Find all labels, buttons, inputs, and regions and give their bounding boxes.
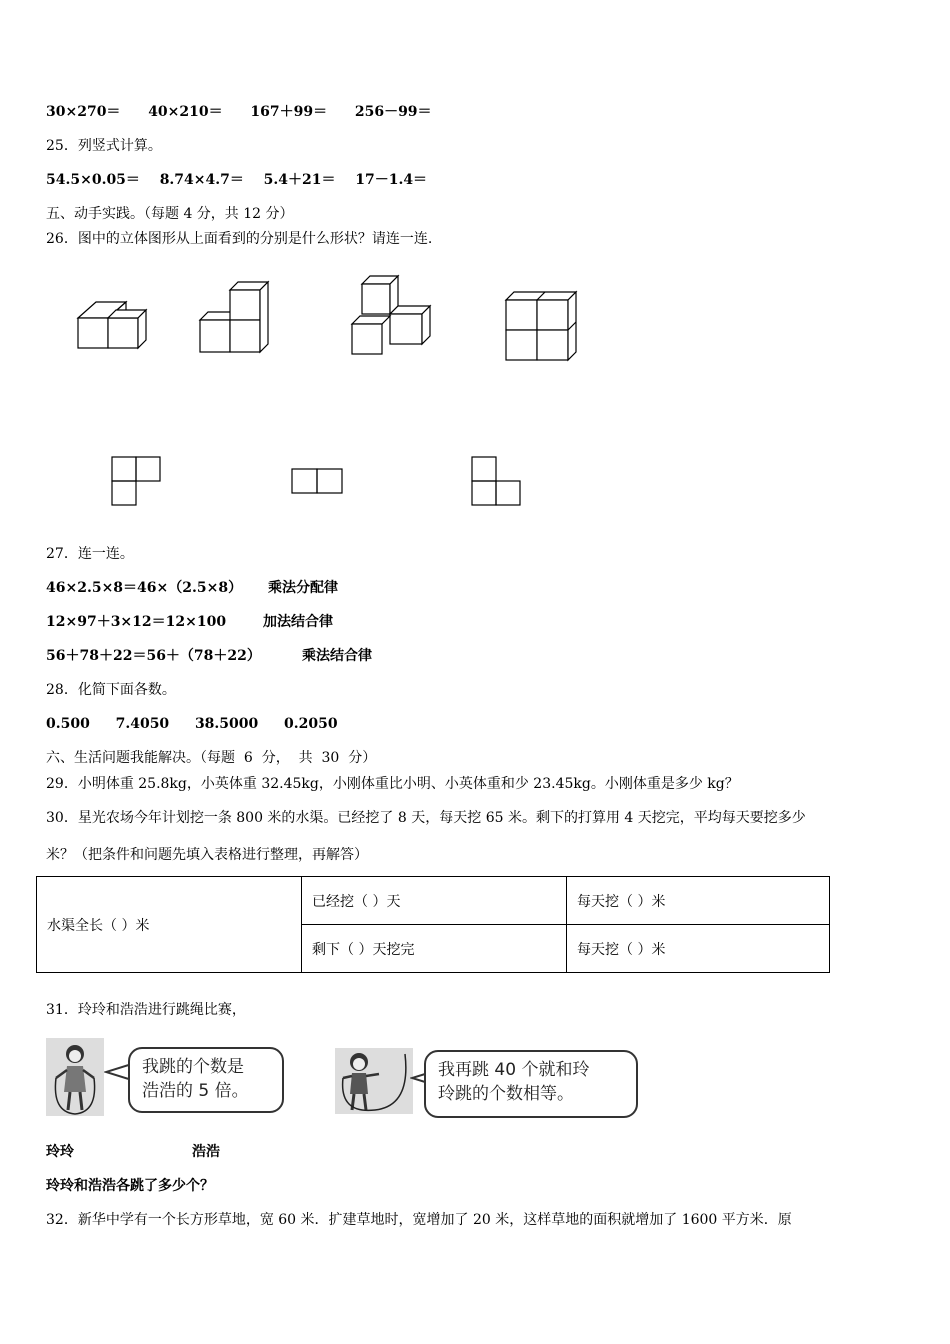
cell-remain-days: 剩下（ ）天挖完	[302, 925, 567, 973]
number: 7.4050	[115, 716, 170, 732]
question-29: 29．小明体重 25.8kg，小英体重 32.45kg，小刚体重比小明、小英体重和少 23.45kg。小刚体重是多少 kg？	[46, 776, 739, 792]
expr: 5.4＋21＝	[263, 172, 336, 188]
number: 0.500	[46, 716, 90, 732]
solid-figure-4	[502, 288, 580, 364]
question-25-title: 25．列竖式计算。	[46, 138, 162, 154]
match-row	[46, 578, 242, 598]
match-law: 加法结合律	[263, 614, 333, 630]
match-expression: 56＋78＋22＝56＋（78＋22）	[46, 648, 261, 664]
cell-per-day-2: 每天挖（ ）米	[567, 925, 830, 973]
question-30-line1: 30．星光农场今年计划挖一条 800 米的水渠。已经挖了 8 天，每天挖 65 米。剩下的打算用 4 天挖完，平均每天要挖多少	[46, 810, 806, 826]
solid-figure-1	[74, 296, 154, 354]
match-expression: 46×2.5×8＝46×（2.5×8）	[46, 580, 243, 596]
speech-bubble-haohao	[424, 1050, 638, 1118]
expr: 30×270＝	[46, 104, 121, 120]
expr: 40×210＝	[148, 104, 223, 120]
question-26-title: 26．图中的立体图形从上面看到的分别是什么形状？请连一连.	[46, 231, 433, 247]
condition-table	[36, 876, 830, 973]
section-6-title: 六、生活问题我能解决。（每题 6 分， 共 30 分）	[46, 750, 377, 766]
name-linglng: 玲玲	[46, 1144, 74, 1160]
match-row	[46, 646, 261, 666]
calc-line-25	[46, 170, 427, 190]
question-28-title: 28．化简下面各数。	[46, 682, 176, 698]
top-view-3	[470, 455, 524, 507]
girl-jump-rope-image	[46, 1038, 104, 1116]
bubble-text: 玲跳的个数相等。	[438, 1084, 574, 1104]
question-31-title: 31．玲玲和浩浩进行跳绳比赛，	[46, 1002, 246, 1018]
expr: 54.5×0.05＝	[46, 172, 140, 188]
match-law: 乘法分配律	[268, 580, 338, 596]
question-30-line2: 米？（把条件和问题先填入表格进行整理，再解答）	[46, 847, 368, 863]
question-32: 32．新华中学有一个长方形草地，宽 60 米．扩建草地时，宽增加了 20 米，这样草地的面积就增加了 1600 平方米．原	[46, 1212, 792, 1228]
match-row	[46, 612, 226, 632]
number: 0.2050	[284, 716, 338, 732]
bubble-text: 我再跳 40 个就和玲	[438, 1060, 590, 1080]
number-list	[46, 714, 338, 734]
cell-dug-days: 已经挖（ ）天	[302, 877, 567, 925]
top-view-2	[290, 467, 344, 495]
calc-line-24	[46, 102, 432, 122]
solid-figure-2	[196, 280, 274, 356]
question-27-title: 27．连一连。	[46, 546, 134, 562]
question-31-ask: 玲玲和浩浩各跳了多少个？	[46, 1178, 214, 1194]
expr: 167＋99＝	[250, 104, 328, 120]
cell-per-day-1: 每天挖（ ）米	[567, 877, 830, 925]
match-law: 乘法结合律	[302, 648, 372, 664]
expr: 256－99＝	[354, 104, 432, 120]
bubble-text: 浩浩的 5 倍。	[142, 1081, 249, 1101]
name-haohao: 浩浩	[192, 1144, 220, 1160]
speech-bubble-linglng	[128, 1047, 284, 1113]
cell-total-length: 水渠全长（ ）米	[37, 877, 302, 973]
match-expression: 12×97＋3×12＝12×100	[46, 614, 227, 630]
number: 38.5000	[194, 716, 259, 732]
expr: 8.74×4.7＝	[159, 172, 244, 188]
boy-jump-rope-image	[335, 1048, 413, 1114]
solid-figure-3	[348, 272, 434, 358]
top-view-1	[110, 455, 164, 507]
section-5-title: 五、动手实践。（每题 4 分，共 12 分）	[46, 206, 294, 222]
expr: 17－1.4＝	[355, 172, 428, 188]
bubble-text: 我跳的个数是	[142, 1057, 244, 1077]
